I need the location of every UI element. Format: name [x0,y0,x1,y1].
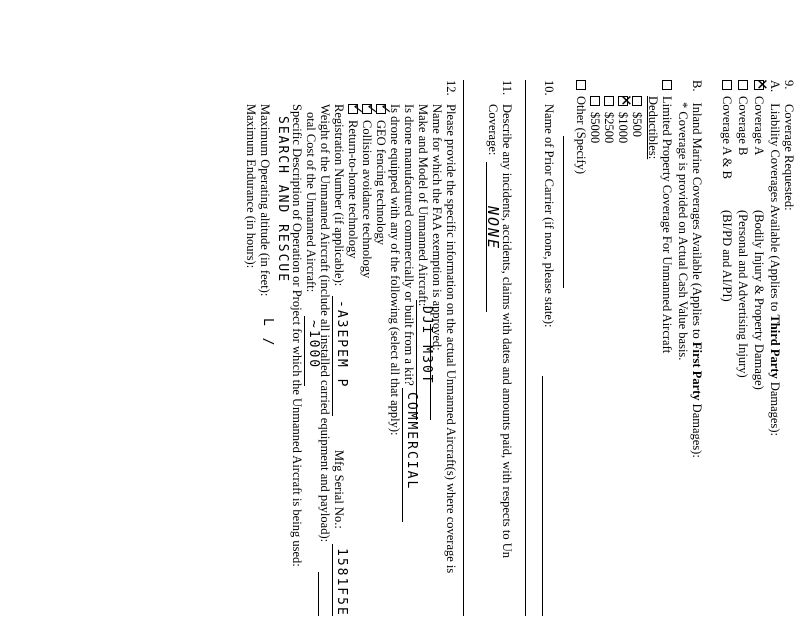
registration-field[interactable] [332,296,333,416]
geo-fencing-label: GEO fencing technology [374,120,388,245]
coverage-a-option[interactable] [752,80,766,390]
deductible-other-option[interactable] [574,80,588,174]
registration-answer: -A3EPEM P [334,300,349,389]
kit-field[interactable] [402,388,403,522]
q9a-suffix: Damages): [768,378,782,436]
coverage-b-name: Coverage B [736,96,750,156]
deductibles-label-text: Deductibles: [646,96,660,160]
q11-line1: Describe any incidents, accidents, claims with dates and amounts paid, with respects to Un [500,104,514,559]
q9-number: 9. [782,80,796,90]
q11-line2: Coverage: [486,104,500,156]
serial-field[interactable] [332,544,333,616]
q12-line1: Please provide the specific information on the actual Unmanned Aircraft(s) where coverage is [444,104,458,574]
equip-label: Is drone equipped with any of the following (select all that apply): [388,104,402,436]
cost-field[interactable] [304,316,305,386]
serial-label: Mfg Serial No.: [332,450,346,529]
deductible-2500-label: $2500 [602,112,616,144]
return-to-home-label: Return-to-home technology [346,120,360,259]
coverage-b-option[interactable] [736,80,750,378]
return-to-home-option[interactable] [346,104,360,259]
coverage-ab-name: Coverage A & B [720,96,734,179]
make-model-label: Make and Model of Unmanned Aircraft: [416,104,430,307]
kit-answer: COMMERCIAL [404,392,419,491]
deductible-1000-label: $1000 [616,112,630,144]
limited-property-label: Limited Property Coverage For Unmanned Aircraft [660,96,674,354]
serial-answer: 1581F5E [334,548,349,617]
deductibles-label [646,96,660,159]
deductible-other-label: Other (Specify) [574,96,588,175]
cost-answer: ~1000 [306,320,321,370]
endurance-label: Maximum Endurance (in hours): [244,104,258,269]
deductible-5000-option[interactable] [588,96,602,143]
q9b-prefix: Inland Marine Coverages Available (Applies to [690,102,704,342]
deductible-2500-checkbox[interactable] [604,96,614,106]
ops-answer: SEARCH AND RESCUE [275,116,290,284]
deductible-5000-checkbox[interactable] [590,96,600,106]
q9b-label: B. [690,80,704,92]
coverage-ab-option[interactable] [720,80,734,302]
coverage-b-desc: (Personal and Advertising Injury) [736,210,750,378]
q9b-heading [690,80,704,458]
prior-carrier-field[interactable] [542,376,543,616]
deductible-other-line [563,136,564,288]
registration-label: Registration Number (if applicable): [332,104,346,287]
limited-property-option[interactable] [660,80,674,353]
q9b-bold: First Party [690,341,704,401]
altitude-answer: L / [260,318,275,348]
q10-text: Name of Prior Carrier (if none, please state): [542,104,556,328]
deductible-1000-option[interactable] [616,96,630,143]
geo-fencing-option[interactable] [374,104,388,245]
q10-number: 10. [542,80,556,96]
q12-number: 12. [444,80,458,96]
cost-label: otal Cost of the Unmanned Aircraft: [304,112,318,293]
deductible-other-checkbox[interactable] [576,80,586,90]
q9b-suffix: Damages): [690,400,704,458]
deductible-5000-label: $5000 [588,112,602,144]
make-model-answer: DJI M30T [419,306,434,385]
coverage-ab-checkbox[interactable] [722,80,732,90]
collision-avoidance-label: Collision avoidance technology [360,120,374,279]
coverage-ab-desc: (BI/PD and AI/PI) [720,210,734,302]
q9-title: Coverage Requested: [782,104,796,211]
q9a-prefix: Liability Coverages Available (Applies to [768,103,782,315]
q11-answer: NONE [484,206,502,251]
coverage-a-name: Coverage A [752,96,766,156]
deductible-500-label: $500 [630,112,644,137]
coverage-a-checkbox[interactable] [754,80,764,90]
coverage-a-desc: (Bodily Injury & Property Damage) [752,210,766,390]
deductible-1000-checkbox[interactable] [618,96,628,106]
altitude-label: Maximum Operating altitude (in feet): [258,104,272,297]
collision-avoidance-option[interactable] [360,104,374,278]
ops-label: Specific Description of Operation or Project for which the Unmanned Aircraft is being used: [290,104,304,567]
weight-label: Weight of the Unmanned Aircraft (include all installed carried equipment and payload): [318,104,332,543]
weight-field[interactable] [318,572,319,616]
q9a-bold: Third Party [768,314,782,379]
q9b-note: * Coverage is provided on Actual Cash Value basis. [676,102,690,361]
deductible-2500-option[interactable] [602,96,616,143]
q10-answer-line[interactable] [525,80,526,616]
q9a-heading [768,80,782,436]
return-to-home-checkbox[interactable] [348,104,358,114]
q9a-label: A. [768,80,782,93]
coverage-b-checkbox[interactable] [738,80,748,90]
kit-label: Is drone manufactured commercially or built from a kit? [402,104,416,386]
limited-property-checkbox[interactable] [662,80,672,90]
q11-number: 11. [500,80,514,96]
q11-separator [463,80,464,616]
q12-line2: Name for which the FAA exemption is approved: [430,104,444,351]
